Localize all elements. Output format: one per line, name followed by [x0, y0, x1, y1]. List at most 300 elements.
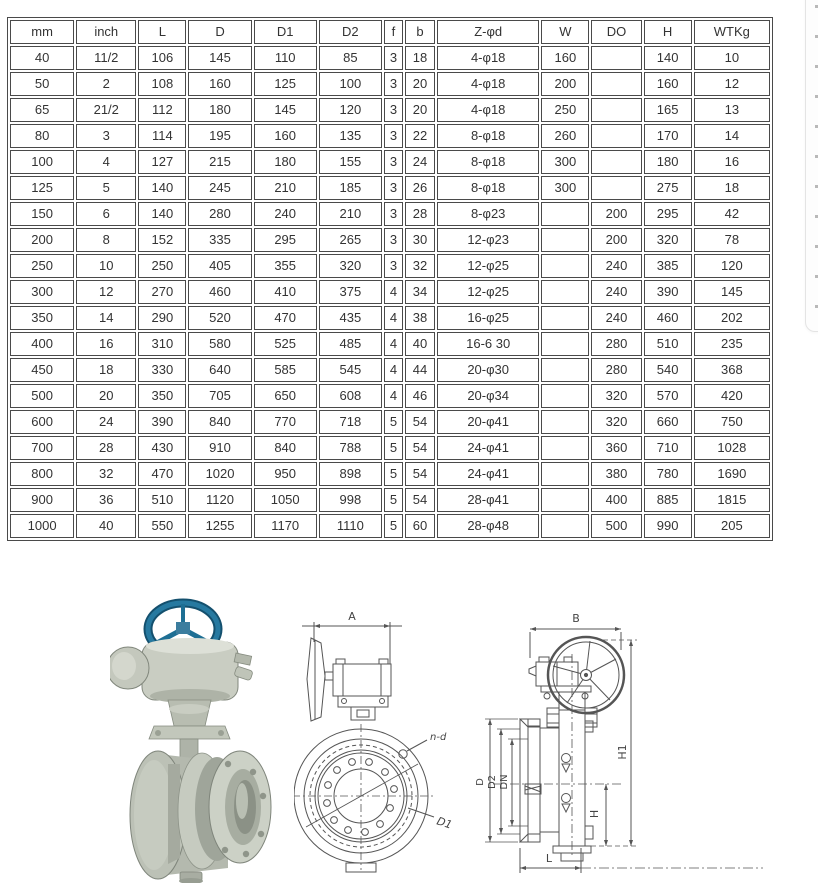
table-cell	[591, 124, 641, 148]
bottom-stub-photo	[179, 872, 203, 883]
table-header-cell: b	[405, 20, 435, 44]
table-cell: 360	[591, 436, 641, 460]
table-row	[10, 306, 770, 330]
dimension-l	[520, 848, 763, 873]
gearbox-front-view	[333, 659, 391, 720]
table-cell: 280	[591, 358, 641, 382]
table-cell: 3	[384, 176, 403, 200]
table-row	[10, 462, 770, 486]
table-cell: 180	[254, 150, 317, 174]
table-cell: 42	[694, 202, 770, 226]
table-row	[10, 124, 770, 148]
table-header-row	[10, 20, 770, 44]
table-cell: 54	[405, 436, 435, 460]
table-cell: 20	[405, 72, 435, 96]
table-cell: 300	[541, 150, 589, 174]
table-cell: 12-φ23	[437, 228, 539, 252]
table-header-cell: mm	[10, 20, 74, 44]
table-cell: 320	[591, 410, 641, 434]
table-cell: 11/2	[76, 46, 136, 70]
table-cell: 24-φ41	[437, 436, 539, 460]
table-cell	[591, 72, 641, 96]
table-cell: 210	[319, 202, 382, 226]
table-cell: 660	[644, 410, 692, 434]
table-cell: 250	[10, 254, 74, 278]
table-cell: 500	[591, 514, 641, 538]
table-cell: 290	[138, 306, 186, 330]
table-cell: 40	[405, 332, 435, 356]
table-cell: 170	[644, 124, 692, 148]
table-cell	[541, 384, 589, 408]
table-cell: 840	[254, 436, 317, 460]
gearbox-photo	[110, 638, 253, 703]
table-cell: 500	[10, 384, 74, 408]
table-cell: 195	[188, 124, 251, 148]
table-cell	[541, 202, 589, 226]
table-cell: 22	[405, 124, 435, 148]
label-a: A	[348, 610, 356, 623]
table-cell: 120	[319, 98, 382, 122]
valve-side-view-drawing	[463, 596, 818, 883]
table-row	[10, 176, 770, 200]
table-cell: 200	[10, 228, 74, 252]
table-cell: 950	[254, 462, 317, 486]
table-cell: 600	[10, 410, 74, 434]
table-cell: 145	[254, 98, 317, 122]
table-cell: 300	[10, 280, 74, 304]
table-cell: 125	[10, 176, 74, 200]
table-row	[10, 384, 770, 408]
flange-face	[294, 724, 433, 872]
table-cell	[541, 462, 589, 486]
table-cell: 80	[10, 124, 74, 148]
bolt-holes	[324, 759, 398, 836]
dimension-table-body	[10, 46, 770, 538]
label-dn: DN	[499, 774, 510, 790]
table-cell: 240	[591, 280, 641, 304]
table-cell: 12-φ25	[437, 280, 539, 304]
table-cell: 110	[254, 46, 317, 70]
table-cell: 235	[694, 332, 770, 356]
table-cell: 46	[405, 384, 435, 408]
table-cell: 16-φ25	[437, 306, 539, 330]
table-cell: 40	[10, 46, 74, 70]
table-cell: 250	[138, 254, 186, 278]
table-cell: 800	[10, 462, 74, 486]
table-cell: 5	[76, 176, 136, 200]
table-row	[10, 72, 770, 96]
table-header-cell: H	[644, 20, 692, 44]
table-cell: 1028	[694, 436, 770, 460]
table-cell: 385	[644, 254, 692, 278]
label-l: L	[545, 852, 553, 865]
table-cell: 16	[76, 332, 136, 356]
table-cell: 710	[644, 436, 692, 460]
table-cell: 24	[76, 410, 136, 434]
table-cell: 20-φ30	[437, 358, 539, 382]
table-cell: 38	[405, 306, 435, 330]
table-cell: 910	[188, 436, 251, 460]
table-cell: 210	[254, 176, 317, 200]
table-cell: 2	[76, 72, 136, 96]
table-cell: 18	[694, 176, 770, 200]
table-cell	[591, 46, 641, 70]
table-cell: 106	[138, 46, 186, 70]
table-cell: 32	[76, 462, 136, 486]
table-cell: 20	[76, 384, 136, 408]
table-header-cell: W	[541, 20, 589, 44]
table-cell: 60	[405, 514, 435, 538]
table-cell: 125	[254, 72, 317, 96]
table-cell: 18	[405, 46, 435, 70]
table-cell: 5	[384, 462, 403, 486]
table-cell: 215	[188, 150, 251, 174]
table-cell: 390	[138, 410, 186, 434]
table-row	[10, 410, 770, 434]
table-cell: 485	[319, 332, 382, 356]
table-cell	[591, 150, 641, 174]
table-cell: 3	[384, 72, 403, 96]
table-cell: 355	[254, 254, 317, 278]
table-cell: 54	[405, 410, 435, 434]
table-header-cell: D	[188, 20, 251, 44]
table-cell	[591, 176, 641, 200]
table-cell: 65	[10, 98, 74, 122]
table-cell: 4	[384, 306, 403, 330]
table-header-cell: D1	[254, 20, 317, 44]
table-cell: 608	[319, 384, 382, 408]
dimension-table	[7, 17, 773, 541]
table-cell: 3	[384, 254, 403, 278]
table-cell: 150	[10, 202, 74, 226]
table-cell: 108	[138, 72, 186, 96]
table-cell: 100	[10, 150, 74, 174]
table-cell: 310	[138, 332, 186, 356]
table-cell: 4	[384, 384, 403, 408]
table-cell: 240	[254, 202, 317, 226]
table-cell: 4	[384, 358, 403, 382]
table-cell: 265	[319, 228, 382, 252]
table-cell: 510	[138, 488, 186, 512]
table-cell: 10	[694, 46, 770, 70]
table-header-cell: L	[138, 20, 186, 44]
table-row	[10, 488, 770, 512]
table-cell: 240	[591, 254, 641, 278]
table-cell: 410	[254, 280, 317, 304]
table-cell: 145	[188, 46, 251, 70]
butterfly-valve-photo	[110, 596, 282, 883]
table-cell: 4	[76, 150, 136, 174]
table-cell: 120	[694, 254, 770, 278]
table-cell: 20-φ34	[437, 384, 539, 408]
table-cell: 300	[541, 176, 589, 200]
table-cell: 840	[188, 410, 251, 434]
table-cell: 78	[694, 228, 770, 252]
table-row	[10, 332, 770, 356]
table-cell: 205	[694, 514, 770, 538]
table-cell: 3	[384, 202, 403, 226]
dimension-a	[302, 622, 402, 664]
table-cell: 1000	[10, 514, 74, 538]
table-cell: 275	[644, 176, 692, 200]
table-cell: 160	[188, 72, 251, 96]
table-row	[10, 228, 770, 252]
table-header-cell: DO	[591, 20, 641, 44]
table-cell: 127	[138, 150, 186, 174]
table-cell: 280	[591, 332, 641, 356]
table-cell: 135	[319, 124, 382, 148]
table-cell: 28	[76, 436, 136, 460]
table-header-cell: Z-φd	[437, 20, 539, 44]
table-cell: 368	[694, 358, 770, 382]
table-header-cell: WTKg	[694, 20, 770, 44]
table-cell	[541, 332, 589, 356]
table-header-cell: D2	[319, 20, 382, 44]
table-cell: 1255	[188, 514, 251, 538]
table-cell: 295	[644, 202, 692, 226]
table-cell: 145	[694, 280, 770, 304]
table-cell: 520	[188, 306, 251, 330]
table-cell: 245	[188, 176, 251, 200]
table-cell: 750	[694, 410, 770, 434]
table-cell: 14	[694, 124, 770, 148]
table-cell: 20-φ41	[437, 410, 539, 434]
table-cell: 180	[644, 150, 692, 174]
table-cell: 114	[138, 124, 186, 148]
table-cell: 460	[644, 306, 692, 330]
table-cell	[541, 410, 589, 434]
table-cell: 998	[319, 488, 382, 512]
table-cell: 1110	[319, 514, 382, 538]
table-cell: 140	[138, 176, 186, 200]
table-cell: 202	[694, 306, 770, 330]
table-cell: 28-φ41	[437, 488, 539, 512]
table-cell: 44	[405, 358, 435, 382]
label-b: B	[572, 612, 580, 625]
table-cell: 8-φ18	[437, 150, 539, 174]
table-cell: 1050	[254, 488, 317, 512]
label-d: D	[475, 778, 486, 786]
table-cell: 10	[76, 254, 136, 278]
table-cell: 320	[644, 228, 692, 252]
table-cell: 780	[644, 462, 692, 486]
table-row	[10, 46, 770, 70]
table-cell: 545	[319, 358, 382, 382]
table-cell: 1170	[254, 514, 317, 538]
table-cell: 885	[644, 488, 692, 512]
table-cell: 160	[254, 124, 317, 148]
table-cell: 140	[138, 202, 186, 226]
table-cell: 350	[10, 306, 74, 330]
table-cell: 570	[644, 384, 692, 408]
label-h: H	[588, 809, 601, 819]
table-cell: 700	[10, 436, 74, 460]
table-row	[10, 202, 770, 226]
table-cell: 1690	[694, 462, 770, 486]
table-cell: 580	[188, 332, 251, 356]
dimension-dn	[508, 739, 528, 826]
table-cell: 260	[541, 124, 589, 148]
table-row	[10, 280, 770, 304]
table-cell: 4-φ18	[437, 46, 539, 70]
table-cell: 152	[138, 228, 186, 252]
table-cell: 430	[138, 436, 186, 460]
table-cell: 50	[10, 72, 74, 96]
handwheel-side-profile	[307, 638, 333, 721]
table-cell: 4-φ18	[437, 98, 539, 122]
table-cell: 335	[188, 228, 251, 252]
table-cell: 8	[76, 228, 136, 252]
table-cell	[541, 488, 589, 512]
table-cell: 85	[319, 46, 382, 70]
table-cell: 1120	[188, 488, 251, 512]
table-cell: 240	[591, 306, 641, 330]
table-cell	[541, 358, 589, 382]
table-cell: 28-φ48	[437, 514, 539, 538]
table-cell: 5	[384, 410, 403, 434]
table-cell: 18	[76, 358, 136, 382]
table-cell: 54	[405, 462, 435, 486]
table-row	[10, 436, 770, 460]
table-cell: 585	[254, 358, 317, 382]
table-row	[10, 514, 770, 538]
table-cell: 450	[10, 358, 74, 382]
table-cell: 40	[76, 514, 136, 538]
table-cell	[541, 306, 589, 330]
table-cell: 390	[644, 280, 692, 304]
table-cell: 24	[405, 150, 435, 174]
table-cell: 380	[591, 462, 641, 486]
table-cell: 16	[694, 150, 770, 174]
table-cell: 26	[405, 176, 435, 200]
table-cell	[591, 98, 641, 122]
table-cell	[541, 280, 589, 304]
table-cell: 200	[591, 202, 641, 226]
table-cell: 470	[138, 462, 186, 486]
valve-front-view-drawing	[294, 596, 464, 883]
table-cell: 160	[541, 46, 589, 70]
table-cell: 900	[10, 488, 74, 512]
table-cell: 990	[644, 514, 692, 538]
table-cell: 3	[384, 228, 403, 252]
table-cell: 6	[76, 202, 136, 226]
table-cell: 185	[319, 176, 382, 200]
table-cell: 200	[541, 72, 589, 96]
table-cell: 640	[188, 358, 251, 382]
table-cell: 3	[384, 98, 403, 122]
table-cell: 14	[76, 306, 136, 330]
table-cell: 12	[694, 72, 770, 96]
table-cell: 5	[384, 514, 403, 538]
table-cell: 718	[319, 410, 382, 434]
table-cell: 400	[10, 332, 74, 356]
table-cell	[541, 436, 589, 460]
table-cell: 705	[188, 384, 251, 408]
table-cell: 3	[384, 46, 403, 70]
table-cell: 295	[254, 228, 317, 252]
table-cell: 270	[138, 280, 186, 304]
table-cell: 435	[319, 306, 382, 330]
table-cell: 4-φ18	[437, 72, 539, 96]
table-header-cell: f	[384, 20, 403, 44]
table-cell: 30	[405, 228, 435, 252]
table-cell: 4	[384, 332, 403, 356]
table-cell: 8-φ18	[437, 176, 539, 200]
table-cell: 140	[644, 46, 692, 70]
table-cell: 250	[541, 98, 589, 122]
table-cell: 330	[138, 358, 186, 382]
table-cell: 898	[319, 462, 382, 486]
table-cell: 540	[644, 358, 692, 382]
dimension-n-d	[399, 740, 427, 758]
table-cell: 20	[405, 98, 435, 122]
table-cell	[541, 514, 589, 538]
table-cell: 420	[694, 384, 770, 408]
table-cell: 24-φ41	[437, 462, 539, 486]
table-cell: 375	[319, 280, 382, 304]
table-cell: 320	[591, 384, 641, 408]
table-cell: 5	[384, 488, 403, 512]
table-cell: 3	[384, 150, 403, 174]
table-cell: 320	[319, 254, 382, 278]
table-cell: 5	[384, 436, 403, 460]
table-cell: 21/2	[76, 98, 136, 122]
label-h1: H1	[616, 744, 629, 760]
table-row	[10, 254, 770, 278]
valve-body-photo	[130, 751, 271, 879]
table-cell: 350	[138, 384, 186, 408]
table-cell: 470	[254, 306, 317, 330]
table-cell: 12-φ25	[437, 254, 539, 278]
table-cell: 13	[694, 98, 770, 122]
label-n-d: n-d	[430, 732, 447, 743]
table-cell: 12	[76, 280, 136, 304]
table-cell: 788	[319, 436, 382, 460]
table-cell: 510	[644, 332, 692, 356]
table-cell: 3	[76, 124, 136, 148]
table-cell: 460	[188, 280, 251, 304]
table-cell: 1020	[188, 462, 251, 486]
table-cell: 3	[384, 124, 403, 148]
table-cell: 405	[188, 254, 251, 278]
table-cell: 54	[405, 488, 435, 512]
table-cell	[541, 228, 589, 252]
table-cell: 34	[405, 280, 435, 304]
table-cell: 165	[644, 98, 692, 122]
table-cell: 36	[76, 488, 136, 512]
table-cell: 4	[384, 280, 403, 304]
floating-side-panel[interactable]	[805, 0, 818, 332]
table-cell: 155	[319, 150, 382, 174]
table-cell: 28	[405, 202, 435, 226]
table-cell: 770	[254, 410, 317, 434]
table-cell: 100	[319, 72, 382, 96]
table-header-cell: inch	[76, 20, 136, 44]
table-cell: 160	[644, 72, 692, 96]
table-cell: 200	[591, 228, 641, 252]
table-row	[10, 98, 770, 122]
table-cell: 525	[254, 332, 317, 356]
table-cell: 400	[591, 488, 641, 512]
dimension-d1	[408, 808, 434, 817]
table-cell: 180	[188, 98, 251, 122]
label-d1: D1	[435, 814, 454, 832]
table-row	[10, 150, 770, 174]
label-d2: D2	[487, 774, 498, 790]
table-cell: 8-φ18	[437, 124, 539, 148]
table-cell: 550	[138, 514, 186, 538]
table-cell: 112	[138, 98, 186, 122]
